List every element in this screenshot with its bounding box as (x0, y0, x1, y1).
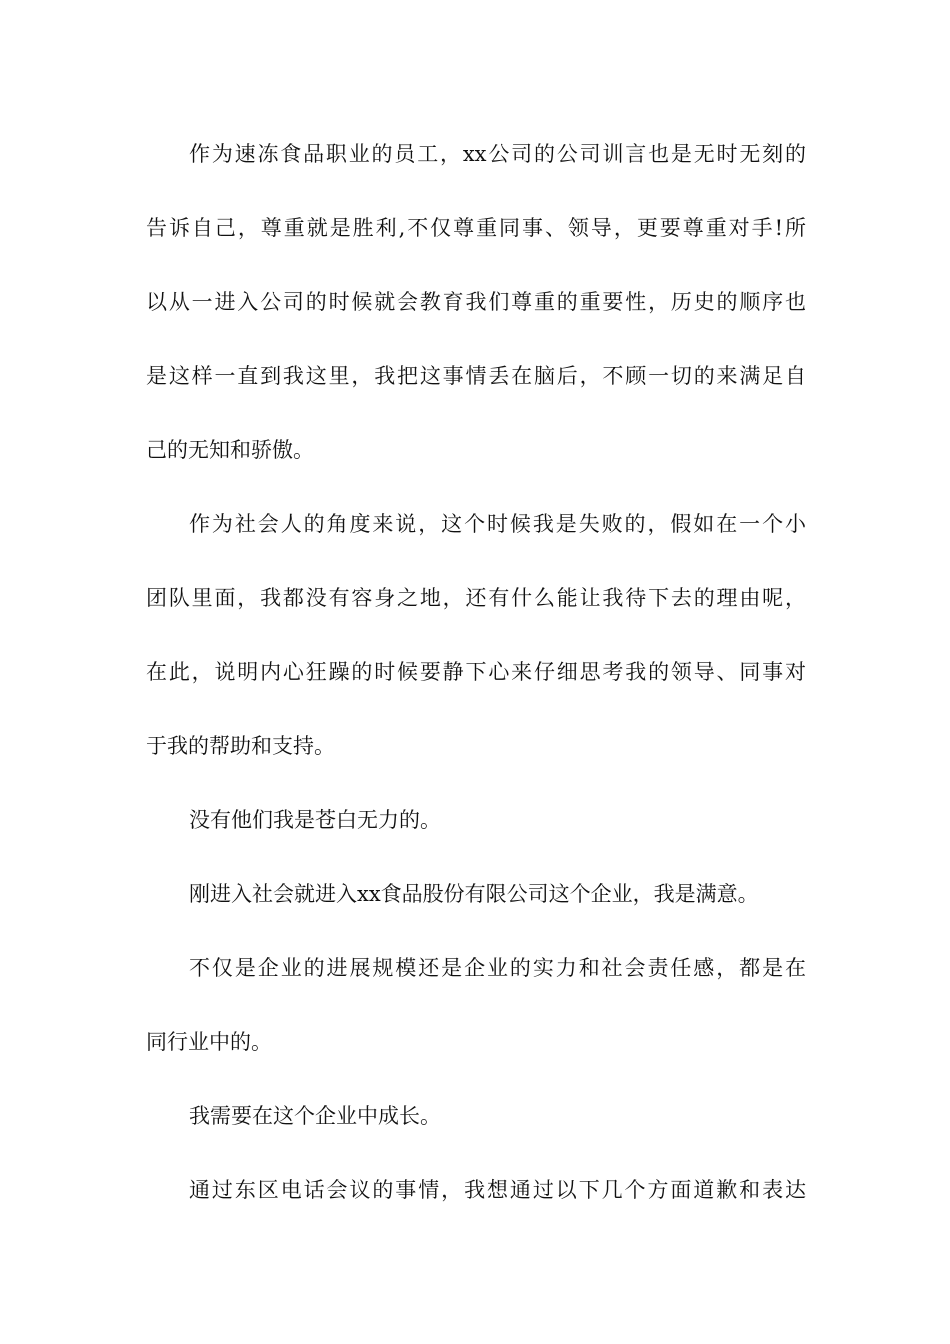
text-line: 作为速冻食品职业的员工，xx公司的公司训言也是无时无刻的 (189, 142, 806, 166)
text-line: 不仅是企业的进展规模还是企业的实力和社会责任感，都是在 (189, 956, 806, 980)
text-line: 通过东区电话会议的事情，我想通过以下几个方面道歉和表达 (189, 1178, 806, 1202)
text-line: 以从一进入公司的时候就会教育我们尊重的重要性，历史的顺序也 (146, 290, 806, 314)
text-line: 同行业中的。 (146, 1030, 272, 1054)
text-line: 没有他们我是苍白无力的。 (189, 808, 441, 832)
text-line: 告诉自己，尊重就是胜利,不仅尊重同事、领导，更要尊重对手!所 (146, 216, 806, 240)
text-line: 刚进入社会就进入xx食品股份有限公司这个企业，我是满意。 (189, 882, 759, 906)
text-line: 于我的帮助和支持。 (146, 734, 335, 758)
text-line: 己的无知和骄傲。 (146, 438, 314, 462)
text-line: 是这样一直到我这里，我把这事情丢在脑后，不顾一切的来满足自 (146, 364, 806, 388)
text-line: 我需要在这个企业中成长。 (189, 1104, 441, 1128)
text-line: 团队里面，我都没有容身之地，还有什么能让我待下去的理由呢， (146, 586, 806, 610)
text-line: 在此，说明内心狂躁的时候要静下心来仔细思考我的领导、同事对 (146, 660, 806, 684)
text-line: 作为社会人的角度来说，这个时候我是失败的，假如在一个小 (189, 512, 806, 536)
